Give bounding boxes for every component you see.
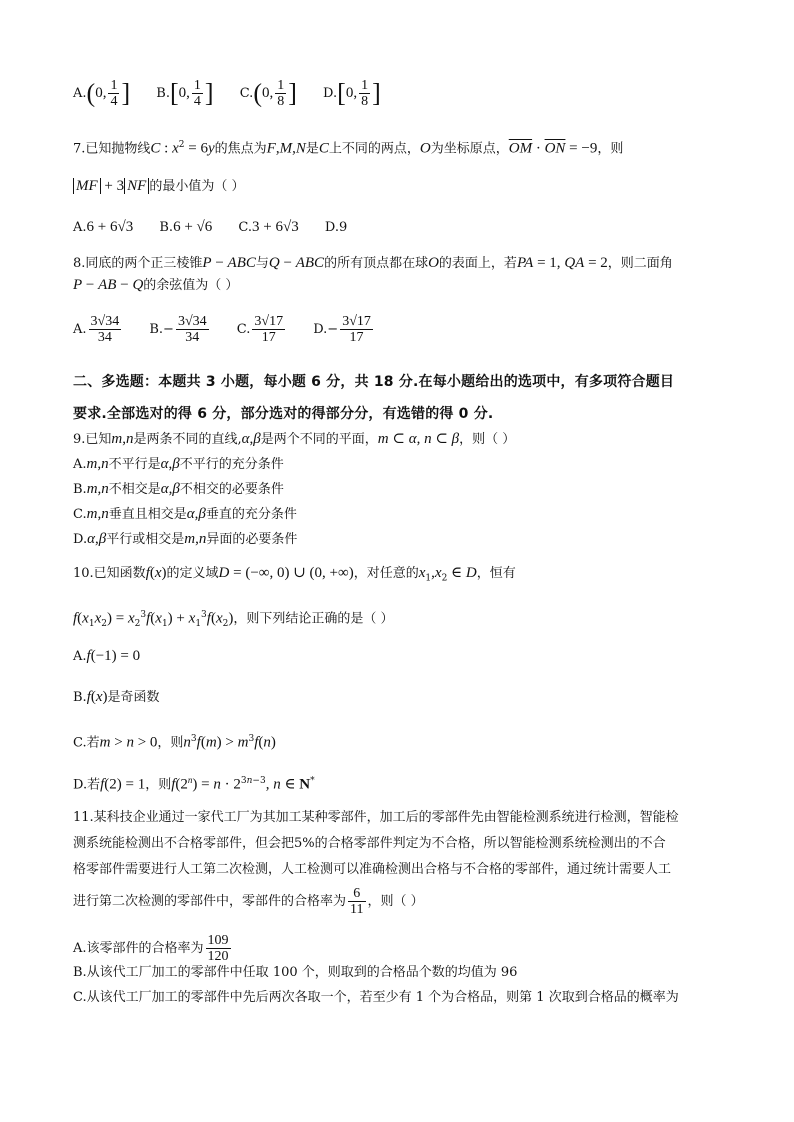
q8-option-c[interactable]: C. $\frac{3√17}{17}$ (236, 314, 284, 345)
q8-option-d[interactable]: D.− $\frac{3√17}{17}$ (313, 314, 371, 345)
q8-stem-line2: P − AB − Q的余弦值为（ ） (73, 277, 239, 293)
q9-option-b[interactable]: B.m,n不相交是α,β不相交的必要条件 (73, 481, 284, 497)
q10-option-b[interactable]: B.f(x)是奇函数 (73, 689, 160, 705)
q11-option-b[interactable]: B.从该代工厂加工的零部件中任取 100 个，则取到的合格品个数的均值为 96 (73, 965, 518, 980)
q7-option-d[interactable]: D.9 (324, 220, 348, 235)
q9-option-d[interactable]: D.α,β平行或相交是m,n异面的必要条件 (73, 531, 298, 547)
q10-stem-line1: 10.已知函数f(x)的定义域D = (−∞, 0) ∪ (0, +∞)，对任意的$x_1,x_2$ ∈ D，恒有 (73, 565, 516, 584)
q7-stem-line2: MF + 3 NF 的最小值为（ ） (73, 176, 724, 197)
q6-option-b[interactable]: B.[0, $\frac{1}{4}$ ] (156, 78, 214, 109)
q11-stem-line2: 测系统能检测出不合格零部件，但会把5%的合格零部件判定为不合格，所以智能检测系统检测出的不合 (73, 836, 666, 851)
q10-stem-line2: $f(x_1x_2) = x_2^3f(x_1) + x_1^3f(x_2)$，则下列结论正确的是（ ） (73, 610, 394, 629)
q6-option-c[interactable]: C.(0, $\frac{1}{8}$ ] (239, 78, 297, 109)
q11-option-a[interactable]: A.该零部件的合格率为 $\frac{109}{120}$ (73, 933, 229, 964)
q7-options (73, 217, 724, 238)
q9-stem: 9.已知m,n是两条不同的直线,α,β是两个不同的平面，m ⊂ α, n ⊂ β，则（ ） (73, 431, 516, 447)
q8-option-b[interactable]: B.− $\frac{3√34}{34}$ (149, 314, 207, 345)
q8-option-a[interactable]: A. $\frac{3√34}{34}$ (73, 314, 120, 345)
q9-option-c[interactable]: C.m,n垂直且相交是α,β垂直的充分条件 (73, 506, 297, 522)
section-2-heading-line2: 要求.全部选对的得 6 分，部分选对的得部分分，有选错的得 0 分. (73, 406, 494, 422)
q7-option-a[interactable]: A.6 + 6√3 (73, 219, 134, 235)
q7-option-b[interactable]: B.6 + √6 (159, 219, 213, 235)
q9-option-a[interactable]: A.m,n不平行是α,β不平行的充分条件 (73, 456, 284, 472)
q7-stem-line1: 7.已知抛物线C : $x^2 = 6y$的焦点为F,M,N是C上不同的两点，O为坐标原点，$\overline{OM} \cdot \overline{ON} = -9$，则 (73, 140, 624, 157)
q8-options (73, 314, 724, 345)
q11-option-c[interactable]: C.从该代工厂加工的零部件中先后两次各取一个，若至少有 1 个为合格品，则第 1 次取到合格品的概率为 (73, 990, 679, 1005)
q10-option-d[interactable]: D.若f(2) = 1，则$f(2^n) = n \cdot 2^{3n-3}$, n ∈ N* (73, 775, 315, 793)
q11-stem-line4: 进行第二次检测的零部件中，零部件的合格率为 $\frac{6}{11}$ ，则（ ） (73, 886, 424, 917)
q8-stem-line1: 8.同底的两个正三棱锥P − ABC与Q − ABC的所有顶点都在球O的表面上，若PA = 1, QA = 2，则二面角 (73, 255, 673, 271)
q11-stem-line1: 11.某科技企业通过一家代工厂为其加工某种零部件，加工后的零部件先由智能检测系统进行检测，智能检 (73, 810, 679, 825)
q6-options (73, 78, 724, 109)
q11-stem-line3: 格零部件需要进行人工第二次检测，人工检测可以准确检测出合格与不合格的零部件，通过统计需要人工 (73, 862, 672, 877)
q10-option-a[interactable]: A.f(−1) = 0 (73, 648, 141, 664)
q6-option-d[interactable]: D.[0, $\frac{1}{8}$ ] (323, 78, 381, 109)
q6-option-a[interactable]: A.(0, $\frac{1}{4}$ ] (73, 78, 131, 109)
q10-option-c[interactable]: C.若m > n > 0，则$n^3f(m) > m^3f(n)$ (73, 734, 276, 751)
section-2-heading-line1: 二、多选题：本题共 3 小题，每小题 6 分，共 18 分.在每小题给出的选项中，有多项符合题目 (73, 374, 675, 390)
q7-option-c[interactable]: C.3 + 6√3 (238, 219, 299, 235)
